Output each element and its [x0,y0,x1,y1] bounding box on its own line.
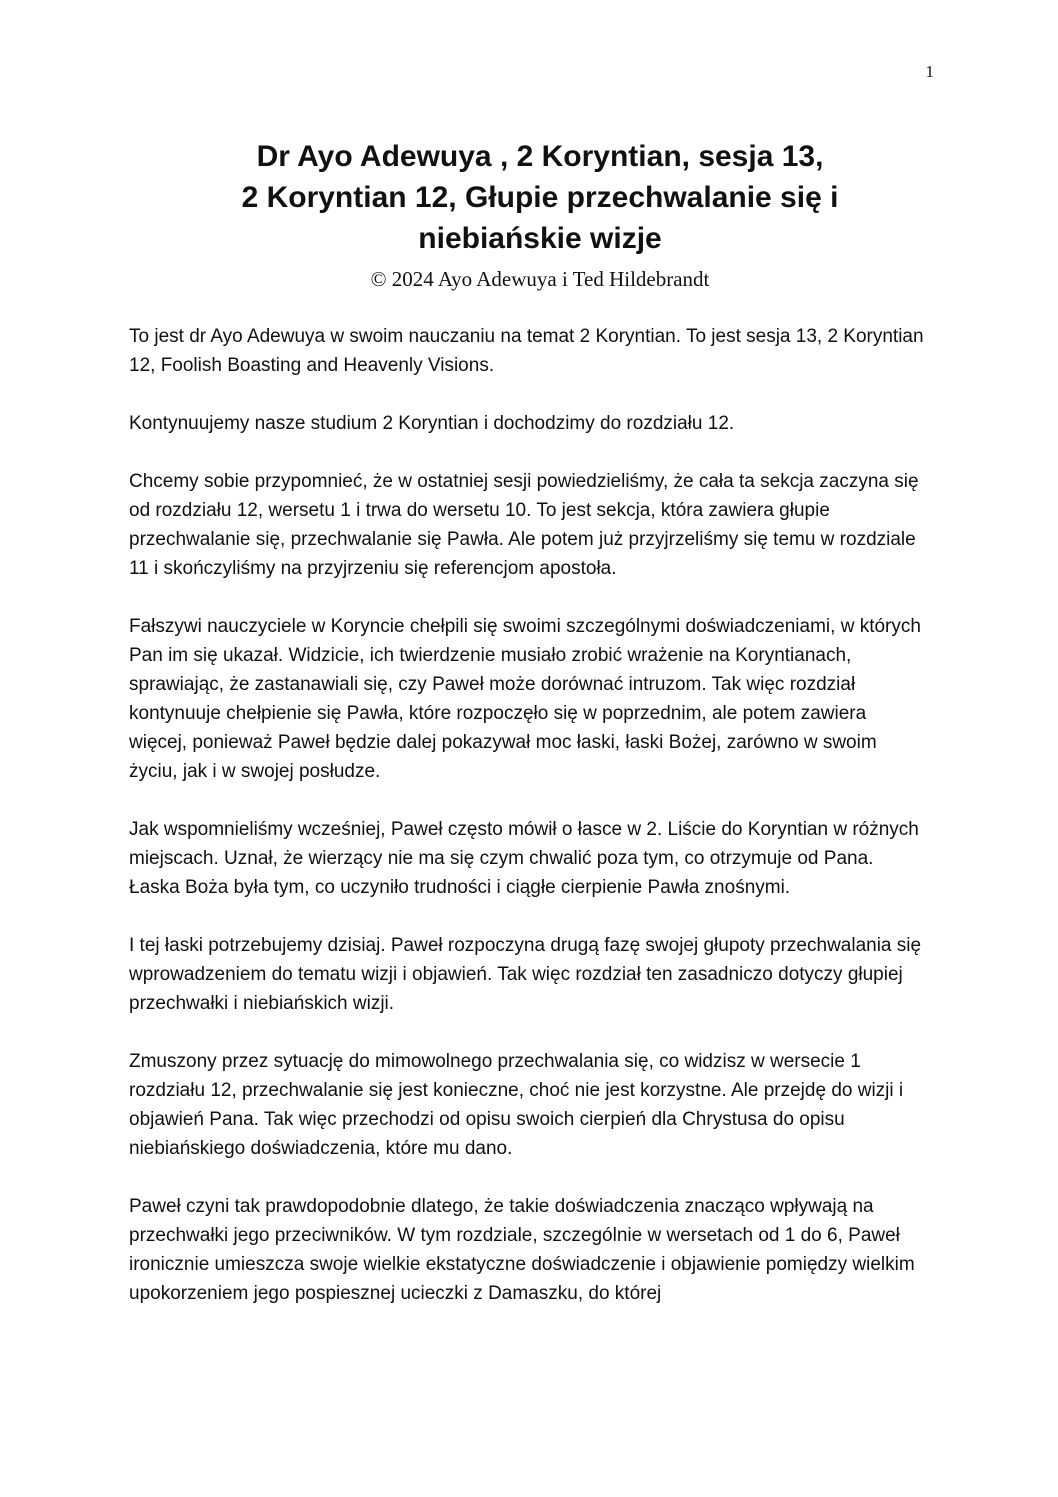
paragraph-5: Jak wspomnieliśmy wcześniej, Paweł często mówił o łasce w 2. Liście do Koryntian w różnych miejscach. Uznał, że wierzący nie ma się czym chwalić poza tym, co otrzymuje od Pana. Łaska Boża była tym, co uczyniło trudności i ciągłe cierpienie Pawła znośnymi. [129,819,919,898]
paragraph-7: Zmuszony przez sytuację do mimowolnego przechwalania się, co widzisz w wersecie 1 rozdziału 12, przechwalanie się jest konieczne, choć nie jest korzystne. Ale przejdę do wizji i objawień Pana. Tak więc przechodzi od opisu swoich cierpień dla Chrystusa do opisu niebiańskiego doświadczenia, które mu dano. [129,1051,904,1159]
copyright-notice: © 2024 Ayo Adewuya i Ted Hildebrandt [370,267,710,291]
paragraph-8: Paweł czyni tak prawdopodobnie dlatego, że takie doświadczenia znacząco wpływają na przechwałki jego przeciwników. W tym rozdziale, szczególnie w wersetach od 1 do 6, Paweł ironicznie umieszcza swoje wielkie ekstatyczne doświadczenie i objawienie pomiędzy wielkim upokorzeniem jego pospiesznej ucieczki z Damaszku, do której [129,1196,915,1304]
document-body [129,322,929,1337]
paragraph-1: To jest dr Ayo Adewuya w swoim nauczaniu na temat 2 Koryntian. To jest sesja 13, 2 Koryntian 12, Foolish Boasting and Heavenly Visions. [129,326,924,376]
title-line-1: Dr Ayo Adewuya , 2 Koryntian, sesja 13, [256,140,824,173]
paragraph-2: Kontynuujemy nasze studium 2 Koryntian i dochodzimy do rozdziału 12. [129,413,735,434]
page-number: 1 [925,62,934,81]
title-line-3: niebiańskie wizje [418,222,662,255]
paragraph-6: I tej łaski potrzebujemy dzisiaj. Paweł rozpoczyna drugą fazę swojej głupoty przechwalania się wprowadzeniem do tematu wizji i objawień. Tak więc rozdział ten zasadniczo dotyczy głupiej przechwałki i niebiańskich wizji. [129,935,922,1014]
paragraph-4: Fałszywi nauczyciele w Koryncie chełpili się swoimi szczególnymi doświadczeniami, w których Pan im się ukazał. Widzicie, ich twierdzenie musiało zrobić wrażenie na Koryntianach, sprawiając, że zastanawiali się, czy Paweł może dorównać intruzom. Tak więc rozdział kontynuuje chełpienie się Pawła, które rozpoczęło się w poprzednim, ale potem zawiera więcej, ponieważ Paweł będzie dalej pokazywał moc łaski, łaski Bożej, zarówno w swoim życiu, jak i w swojej posłudze. [129,616,921,782]
paragraph-3: Chcemy sobie przypomnieć, że w ostatniej sesji powiedzieliśmy, że cała ta sekcja zaczyna się od rozdziału 12, wersetu 1 i trwa do wersetu 10. To jest sekcja, która zawiera głupie przechwalanie się, przechwalanie się Pawła. Ale potem już przyjrzeliśmy się temu w rozdziale 11 i skończyliśmy na przyjrzeniu się referencjom apostoła. [129,471,919,579]
document-title [110,136,970,259]
title-line-2: 2 Koryntian 12, Głupie przechwalanie się i [241,181,839,214]
